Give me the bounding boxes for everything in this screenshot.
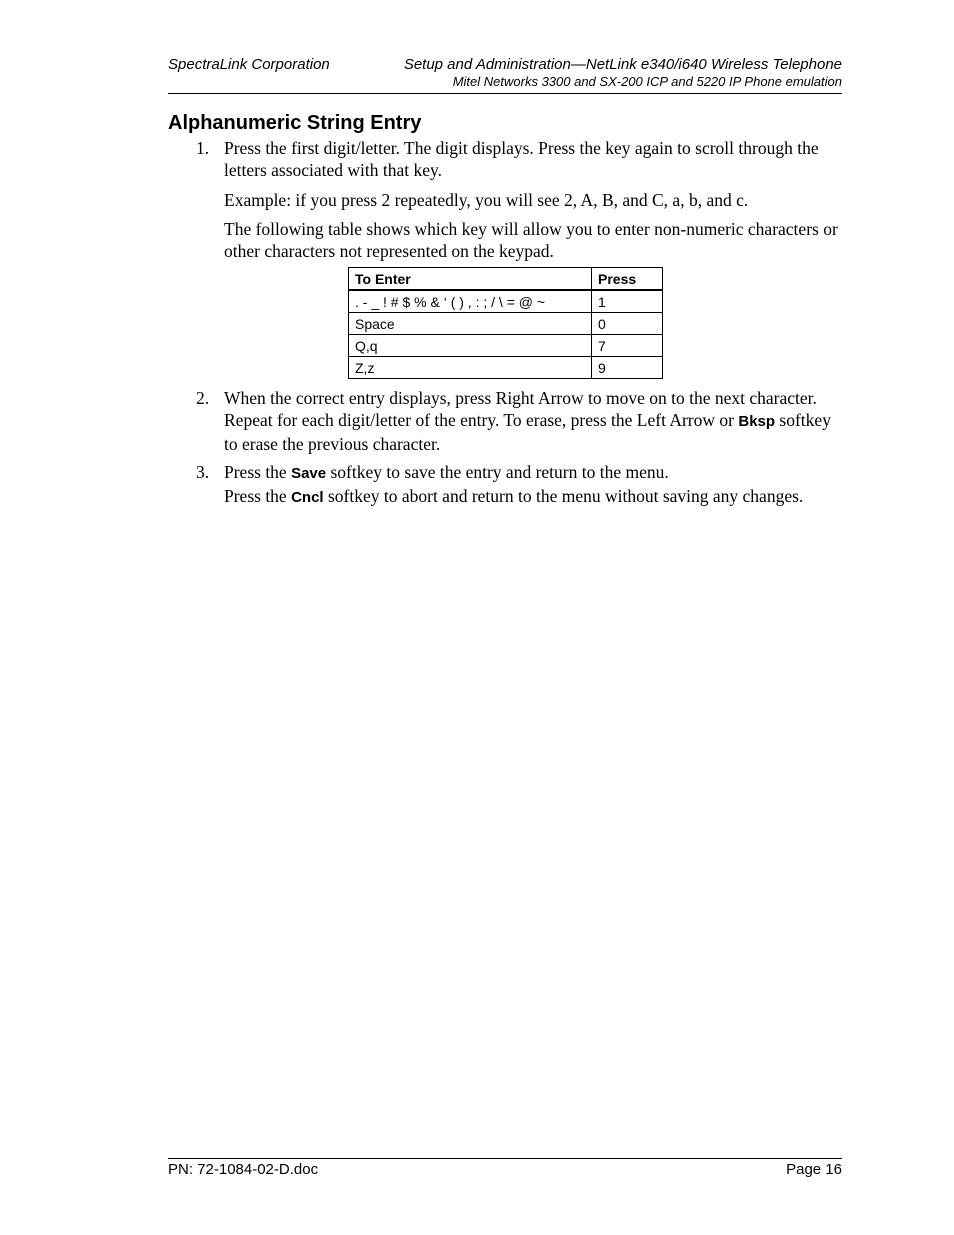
table-cell-characters: Z,z bbox=[349, 357, 592, 379]
softkey-name: Bksp bbox=[738, 413, 776, 430]
step-text: softkey to erase the previous character. bbox=[224, 410, 831, 454]
table-cell-key: 1 bbox=[592, 290, 663, 313]
table-cell-key: 0 bbox=[592, 313, 663, 335]
softkey-name: Cncl bbox=[291, 489, 324, 506]
page-header bbox=[168, 55, 842, 94]
table-header-press: Press bbox=[592, 268, 663, 291]
step-text: Press the bbox=[224, 486, 292, 506]
step-paragraph: Example: if you press 2 repeatedly, you will see 2, A, B, and C, a, b, and c. bbox=[224, 190, 749, 210]
step-paragraph: The following table shows which key will allow you to enter non-numeric characters or other characters not represented on the keypad. bbox=[224, 219, 838, 261]
table-row bbox=[349, 313, 663, 335]
header-subtitle: Mitel Networks 3300 and SX-200 ICP and 5220 IP Phone emulation bbox=[452, 74, 842, 89]
step-text: Press the bbox=[224, 462, 292, 482]
step-number: 2. bbox=[196, 388, 210, 408]
table-row bbox=[349, 290, 663, 313]
step-paragraph: Press the first digit/letter. The digit displays. Press the key again to scroll through the letters associated with that key. bbox=[224, 138, 819, 180]
step-number: 3. bbox=[196, 462, 210, 482]
table-header-row bbox=[349, 268, 663, 291]
table-cell-key: 9 bbox=[592, 357, 663, 379]
page-number: Page 16 bbox=[786, 1161, 842, 1178]
step-number: 1. bbox=[196, 138, 210, 158]
table-row bbox=[349, 335, 663, 357]
document-number: PN: 72-1084-02-D.doc bbox=[168, 1161, 319, 1178]
step-paragraph bbox=[224, 461, 842, 485]
table-row bbox=[349, 357, 663, 379]
table-cell-characters: . - _ ! # $ % & ‘ ( ) , : ; / \ = @ ~ bbox=[349, 290, 592, 313]
step-paragraph bbox=[224, 485, 842, 509]
step-text: When the correct entry displays, press Right Arrow to move on to the next character. Repeat for each digit/letter of the entry. To erase, press the Left Arrow or bbox=[224, 388, 817, 430]
step-text: softkey to save the entry and return to the menu. bbox=[326, 462, 669, 482]
table-cell-characters: Q,q bbox=[349, 335, 592, 357]
step-body bbox=[224, 387, 842, 455]
page-footer bbox=[168, 1158, 842, 1183]
step-paragraph bbox=[224, 387, 842, 455]
step-body bbox=[224, 461, 842, 509]
key-table bbox=[348, 267, 663, 379]
section-heading: Alphanumeric String Entry bbox=[168, 112, 422, 134]
table-header-to-enter: To Enter bbox=[349, 268, 592, 291]
step-body bbox=[224, 137, 842, 262]
table-cell-key: 7 bbox=[592, 335, 663, 357]
softkey-name: Save bbox=[291, 465, 327, 482]
header-title: Setup and Administration—NetLink e340/i640 Wireless Telephone bbox=[403, 56, 842, 73]
step-text: softkey to abort and return to the menu without saving any changes. bbox=[323, 486, 804, 506]
header-company: SpectraLink Corporation bbox=[168, 56, 330, 73]
table-cell-characters: Space bbox=[349, 313, 592, 335]
